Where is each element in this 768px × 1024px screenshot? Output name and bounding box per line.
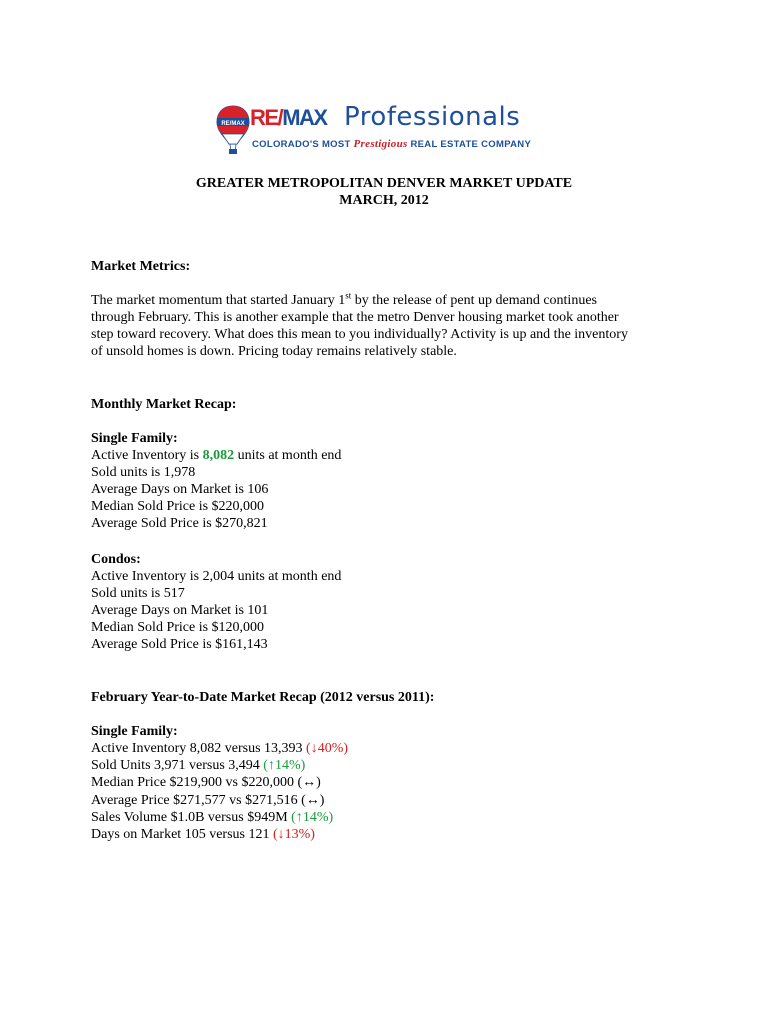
ytd-row [91,809,691,826]
remax-logo [216,100,556,156]
market-metrics-heading: Market Metrics: [91,259,191,274]
ytd-row-change: (↔) [301,792,325,808]
ytd-row [91,774,691,791]
ytd-row [91,757,691,774]
ytd-row-label: Median Price $219,900 vs $220,000 [91,775,298,791]
ytd-row [91,740,691,757]
hot-air-balloon-icon [216,104,250,156]
document-title: GREATER METROPOLITAN DENVER MARKET UPDATE [195,176,573,191]
remax-wordmark: RE/MAX [250,105,327,130]
monthly-sf-active-inventory: Active Inventory is 8,082 units at month end [91,448,342,463]
svg-text:RE/MAX: RE/MAX [221,121,245,127]
ytd-row-change: (↑14%) [291,809,334,825]
professionals-wordmark: Professionals [344,102,521,132]
monthly-sf-median-price: Median Sold Price is $220,000 [91,499,265,514]
ytd-row-label: Sales Volume $1.0B versus $949M [91,809,292,825]
monthly-condo-sold-units: Sold units is 517 [91,586,185,601]
document-date: MARCH, 2012 [339,193,429,208]
ytd-row-label: Days on Market 105 versus 121 [91,827,273,842]
logo-tagline: COLORADO'S MOST Prestigious REAL ESTATE COMPANY [252,138,532,150]
monthly-condo-average-price: Average Sold Price is $161,143 [91,637,268,652]
ytd-row [91,792,691,809]
monthly-condo-median-price: Median Sold Price is $120,000 [91,620,265,635]
ytd-row-label: Sold Units 3,971 versus 3,494 [91,758,264,774]
monthly-recap-heading: Monthly Market Recap: [91,397,237,412]
monthly-condo-active-inventory: Active Inventory is 2,004 units at month end [91,569,342,584]
ytd-row-change: (↓13%) [272,827,315,842]
highlight-value: 8,082 [202,448,235,463]
ytd-row-change: (↑14%) [263,758,306,774]
monthly-single-family-heading: Single Family: [91,431,178,446]
ytd-row-label: Average Price $271,577 vs $271,516 [91,792,302,808]
monthly-condos-heading: Condos: [91,552,141,567]
market-metrics-line-2: through February. This is another example that the metro Denver housing market took another [91,310,619,325]
market-metrics-line-3: step toward recovery. What does this mean to you individually? Activity is up and the inventory [91,327,628,342]
ytd-row-change: (↓40%) [306,741,349,756]
ytd-row-label: Active Inventory 8,082 versus 13,393 [91,741,307,756]
market-metrics-line-1: The market momentum that started January 1st by the release of pent up demand continues [91,290,597,308]
monthly-condo-days-on-market: Average Days on Market is 101 [91,603,269,618]
monthly-sf-days-on-market: Average Days on Market is 106 [91,482,269,497]
market-metrics-line-4: of unsold homes is down. Pricing today remains relatively stable. [91,344,457,359]
ytd-row [91,826,691,843]
ytd-row-change: (↔) [297,775,321,791]
monthly-sf-sold-units: Sold units is 1,978 [91,465,196,480]
ytd-recap-heading: February Year-to-Date Market Recap (2012 versus 2011): [91,690,435,705]
monthly-sf-average-price: Average Sold Price is $270,821 [91,516,268,531]
ytd-single-family-heading: Single Family: [91,724,178,739]
